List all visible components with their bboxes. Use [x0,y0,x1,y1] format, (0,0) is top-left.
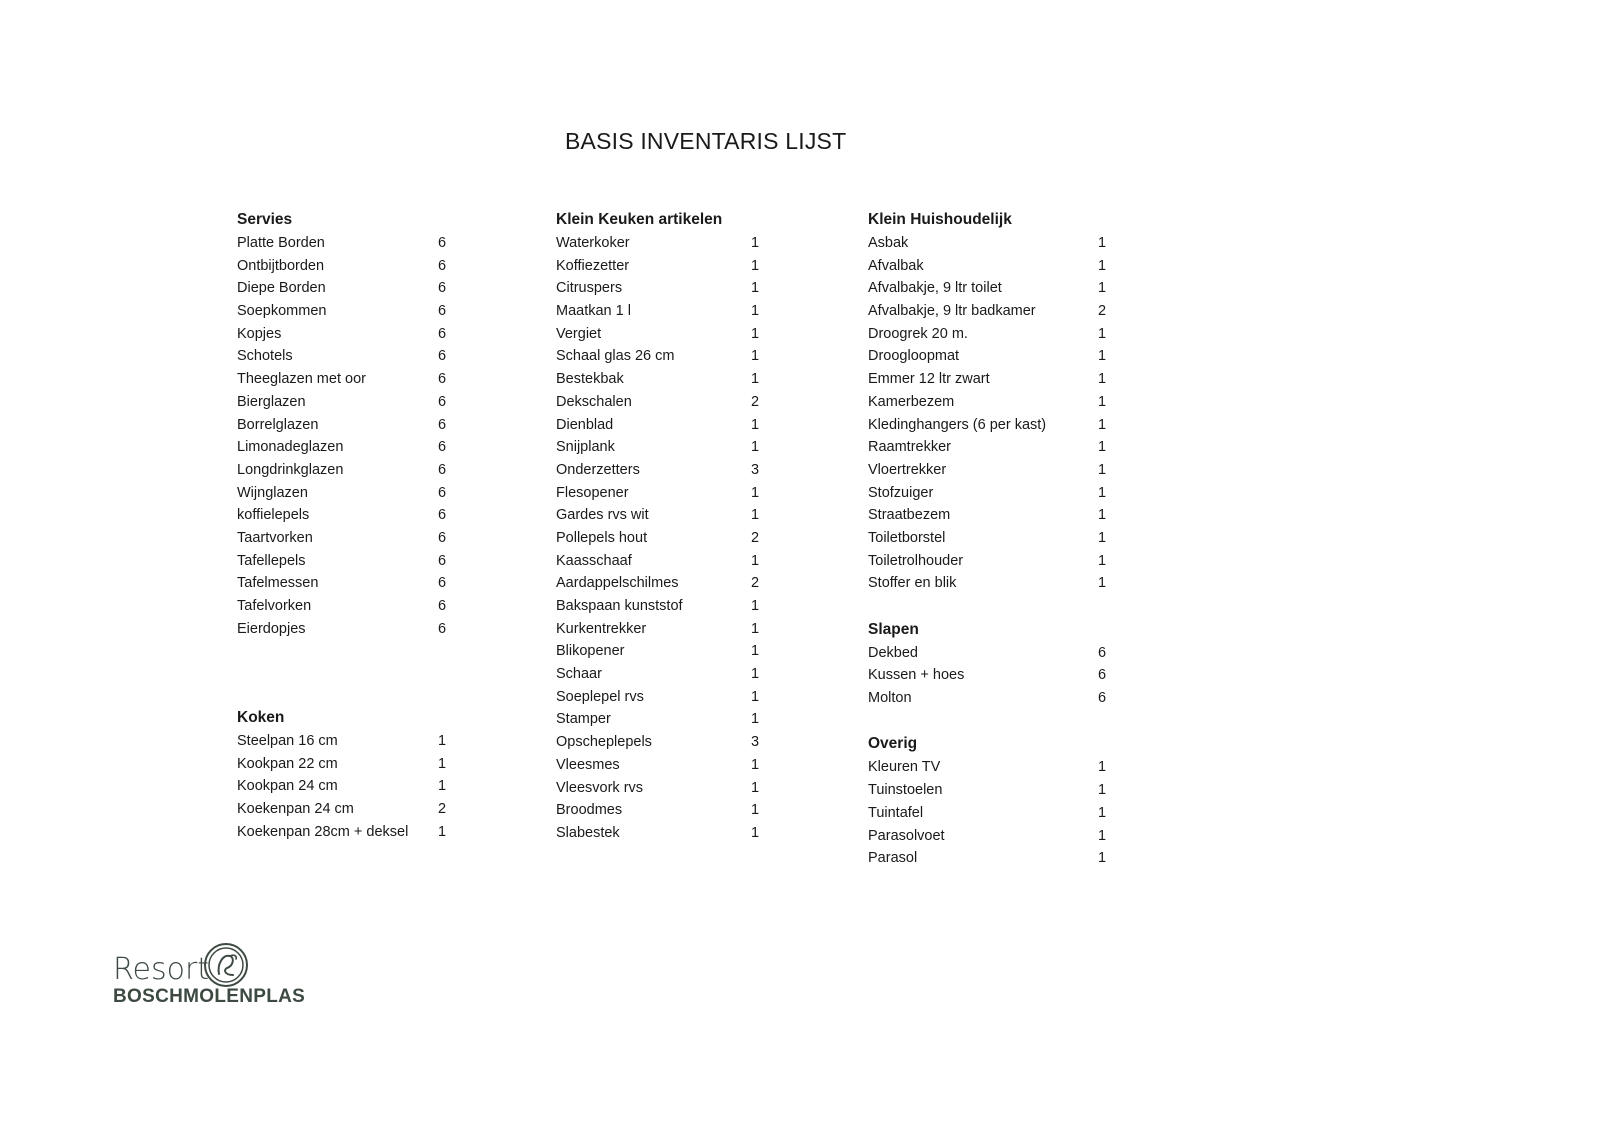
section-heading: Klein Huishoudelijk [868,211,1012,228]
item-name: Flesopener [556,484,629,501]
inventory-row [868,255,1113,278]
item-name: Tafelmessen [237,575,319,592]
inventory-row [237,436,457,459]
item-name: Snijplank [556,439,615,456]
inventory-row [556,436,776,459]
inventory-row [237,595,457,618]
item-quantity: 2 [1098,303,1107,320]
inventory-row [556,799,776,822]
item-quantity: 1 [1098,827,1107,844]
inventory-row [868,345,1113,368]
inventory-row [237,572,457,595]
inventory-row [556,708,776,731]
item-name: Schaal glas 26 cm [556,348,675,365]
item-quantity: 1 [751,439,760,456]
item-name: Kopjes [237,325,282,342]
item-name: Raamtrekker [868,439,951,456]
item-quantity: 6 [438,235,447,251]
item-name: Emmer 12 ltr zwart [868,371,990,388]
item-quantity: 2 [751,529,760,546]
item-quantity: 1 [751,802,760,819]
inventory-row [868,664,1113,687]
item-name: Blikopener [556,643,625,660]
item-name: koffielepels [237,507,310,524]
section-koken [237,706,457,843]
inventory-row [237,798,457,821]
item-quantity: 6 [438,461,447,478]
resort-logo [113,942,353,1014]
section-slapen [868,618,1113,710]
inventory-row [237,368,457,391]
section-heading: Koken [237,709,285,727]
item-name: Wijnglazen [237,484,308,501]
item-name: Tafellepels [237,552,306,569]
item-name: Toiletrolhouder [868,552,964,569]
item-name: Tuinstoelen [868,782,943,799]
inventory-row [237,255,457,278]
inventory-row [237,232,457,255]
inventory-row [868,847,1113,870]
inventory-row [868,756,1113,779]
item-quantity: 1 [751,552,760,569]
section-klein-keuken [556,208,776,845]
item-quantity: 1 [751,620,760,637]
item-quantity: 1 [751,756,760,773]
item-quantity: 6 [438,416,447,433]
item-quantity: 1 [1098,371,1107,388]
inventory-row [237,323,457,346]
item-quantity: 6 [1098,644,1107,661]
inventory-row [556,527,776,550]
item-name: Dekschalen [556,393,632,410]
item-name: Eierdopjes [237,620,306,637]
item-name: Afvalbakje, 9 ltr badkamer [868,303,1036,320]
item-quantity: 1 [1098,348,1107,365]
item-quantity: 1 [751,348,760,365]
inventory-row [556,618,776,641]
inventory-row [237,345,457,368]
inventory-row [556,572,776,595]
item-quantity: 1 [751,779,760,796]
item-name: Borrelglazen [237,416,319,433]
item-quantity: 2 [751,393,760,410]
inventory-row [237,550,457,573]
item-quantity: 6 [438,371,447,388]
item-quantity: 1 [1098,280,1107,297]
logo-resort-text: Resort [113,952,210,987]
inventory-row [237,775,457,798]
item-name: Vleesvork rvs [556,779,644,796]
inventory-row [868,232,1113,255]
item-quantity: 3 [751,734,760,751]
item-quantity: 1 [438,733,447,750]
item-quantity: 1 [438,823,447,840]
inventory-row [556,232,776,255]
item-name: Droogloopmat [868,348,960,365]
inventory-row [868,802,1113,825]
inventory-row [556,550,776,573]
item-name: Soepkommen [237,303,327,320]
item-quantity: 1 [751,257,760,274]
inventory-row [237,527,457,550]
inventory-row [556,300,776,323]
item-name: Droogrek 20 m. [868,325,968,342]
inventory-row [556,345,776,368]
item-name: Ontbijtborden [237,257,325,274]
item-name: Dienblad [556,416,614,433]
item-name: Waterkoker [556,235,630,251]
item-quantity: 1 [1098,850,1107,867]
inventory-row [237,504,457,527]
page-title: BASIS INVENTARIS LIJST [565,128,847,154]
inventory-row [556,595,776,618]
item-name: Bierglazen [237,393,306,410]
inventory-row [868,825,1113,848]
item-quantity: 6 [438,439,447,456]
inventory-row [868,527,1113,550]
item-name: Kussen + hoes [868,667,965,684]
section-overig [868,732,1113,869]
inventory-row [556,277,776,300]
item-quantity: 1 [751,711,760,728]
inventory-row [237,459,457,482]
inventory-row [556,640,776,663]
inventory-row [868,779,1113,802]
item-quantity: 2 [438,801,447,818]
inventory-row [868,323,1113,346]
item-name: Afvalbak [868,257,924,274]
item-name: Soeplepel rvs [556,688,644,705]
inventory-row [868,414,1113,437]
item-quantity: 1 [438,778,447,795]
logo-name-text: BOSCHMOLENPLAS [113,986,306,1007]
item-quantity: 2 [751,575,760,592]
item-name: Koekenpan 24 cm [237,801,354,818]
item-quantity: 6 [438,575,447,592]
item-quantity: 6 [438,348,447,365]
column-left [237,208,457,844]
item-quantity: 1 [1098,235,1107,251]
item-quantity: 6 [1098,690,1107,707]
item-quantity: 1 [438,755,447,772]
item-quantity: 1 [751,371,760,388]
item-quantity: 1 [1098,507,1107,524]
item-name: Kamerbezem [868,393,955,410]
item-quantity: 1 [1098,804,1107,821]
item-quantity: 1 [751,598,760,614]
item-quantity: 1 [1098,393,1107,410]
item-name: Toiletborstel [868,529,946,546]
item-name: Kookpan 24 cm [237,778,338,795]
item-name: Longdrinkglazen [237,461,344,478]
inventory-row [556,482,776,505]
inventory-row [556,822,776,845]
item-name: Dekbed [868,644,918,661]
item-quantity: 1 [1098,575,1107,592]
section-servies [237,208,457,640]
inventory-row [868,391,1113,414]
item-quantity: 1 [751,484,760,501]
inventory-row [556,754,776,777]
item-quantity: 1 [751,688,760,705]
item-name: Koffiezetter [556,257,630,274]
item-name: Koekenpan 28cm + deksel [237,823,409,840]
inventory-row [237,730,457,753]
item-quantity: 1 [751,666,760,683]
item-quantity: 1 [1098,439,1107,456]
inventory-row [868,572,1113,595]
item-name: Kledinghangers (6 per kast) [868,416,1047,433]
inventory-row [868,550,1113,573]
inventory-row [868,436,1113,459]
item-name: Vloertrekker [868,461,947,478]
item-quantity: 1 [751,507,760,524]
item-quantity: 1 [751,280,760,297]
item-name: Straatbezem [868,507,951,524]
item-quantity: 1 [751,643,760,660]
section-heading: Servies [237,211,293,228]
item-quantity: 6 [438,393,447,410]
item-quantity: 6 [438,280,447,297]
item-quantity: 1 [1098,325,1107,342]
inventory-row [868,459,1113,482]
inventory-row [556,323,776,346]
item-quantity: 6 [438,303,447,320]
inventory-row [556,391,776,414]
inventory-row [556,731,776,754]
item-quantity: 6 [1098,667,1107,684]
inventory-row [556,663,776,686]
inventory-row [556,686,776,709]
item-name: Parasolvoet [868,827,945,844]
item-quantity: 1 [1098,484,1107,501]
item-quantity: 1 [1098,416,1107,433]
inventory-row [237,753,457,776]
inventory-row [237,391,457,414]
item-name: Limonadeglazen [237,439,344,456]
item-quantity: 1 [751,416,760,433]
inventory-row [237,300,457,323]
item-name: Stofzuiger [868,484,934,501]
item-quantity: 3 [751,461,760,478]
item-name: Aardappelschilmes [556,575,679,592]
inventory-row [868,277,1113,300]
inventory-row [868,368,1113,391]
inventory-row [237,277,457,300]
item-quantity: 6 [438,507,447,524]
item-quantity: 1 [1098,552,1107,569]
item-name: Tuintafel [868,804,924,821]
item-name: Kookpan 22 cm [237,755,338,772]
inventory-row [556,777,776,800]
item-name: Citruspers [556,280,623,297]
column-right [868,208,1113,870]
item-name: Kurkentrekker [556,620,647,637]
swan-logo-icon [203,942,249,988]
inventory-row [868,504,1113,527]
item-name: Pollepels hout [556,529,648,546]
item-quantity: 1 [751,303,760,320]
item-name: Platte Borden [237,235,325,251]
inventory-row [868,687,1113,710]
inventory-row [556,414,776,437]
item-quantity: 6 [438,620,447,637]
item-name: Stoffer en blik [868,575,957,592]
inventory-row [556,255,776,278]
item-quantity: 1 [751,235,760,251]
item-name: Broodmes [556,802,623,819]
item-name: Gardes rvs wit [556,507,649,524]
inventory-row [868,482,1113,505]
item-name: Kaasschaaf [556,552,632,569]
item-name: Molton [868,690,912,707]
inventory-row [556,459,776,482]
item-name: Asbak [868,235,909,251]
item-name: Steelpan 16 cm [237,733,338,750]
item-name: Opscheplepels [556,734,652,751]
item-quantity: 1 [1098,759,1107,776]
item-name: Kleuren TV [868,759,941,776]
item-name: Maatkan 1 l [556,303,631,320]
inventory-row [237,414,457,437]
item-name: Diepe Borden [237,280,326,297]
item-quantity: 1 [751,325,760,342]
item-name: Parasol [868,850,918,867]
item-name: Vergiet [556,325,602,342]
item-name: Afvalbakje, 9 ltr toilet [868,280,1002,297]
section-klein-huishoudelijk [868,208,1113,595]
item-quantity: 6 [438,257,447,274]
inventory-row [868,642,1113,665]
item-name: Vleesmes [556,756,620,773]
inventory-row [237,821,457,844]
item-name: Taartvorken [237,529,313,546]
item-name: Slabestek [556,824,620,841]
item-quantity: 1 [1098,461,1107,478]
item-name: Schotels [237,348,293,365]
inventory-row [237,618,457,641]
item-name: Bakspaan kunststof [556,598,683,614]
section-heading: Klein Keuken artikelen [556,211,723,228]
item-name: Bestekbak [556,371,624,388]
item-quantity: 6 [438,325,447,342]
inventory-row [556,368,776,391]
inventory-row [556,504,776,527]
inventory-row [237,482,457,505]
item-quantity: 6 [438,598,447,614]
item-quantity: 6 [438,529,447,546]
item-name: Onderzetters [556,461,640,478]
inventory-row [868,300,1113,323]
item-quantity: 1 [1098,782,1107,799]
item-quantity: 6 [438,484,447,501]
section-heading: Overig [868,735,918,753]
item-name: Tafelvorken [237,598,312,614]
item-quantity: 1 [751,824,760,841]
item-name: Theeglazen met oor [237,371,366,388]
item-quantity: 6 [438,552,447,569]
item-name: Schaar [556,666,602,683]
item-name: Stamper [556,711,611,728]
section-heading: Slapen [868,620,919,638]
item-quantity: 1 [1098,257,1107,274]
column-middle [556,208,776,845]
item-quantity: 1 [1098,529,1107,546]
